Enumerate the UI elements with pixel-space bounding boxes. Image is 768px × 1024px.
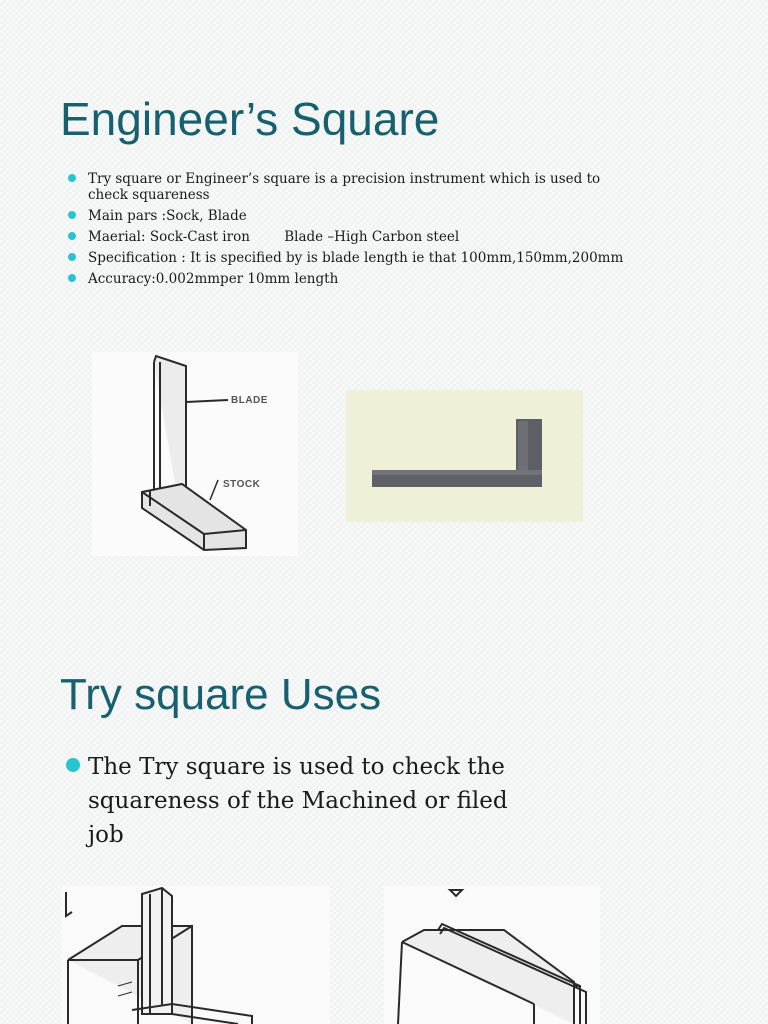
bullet-dot-icon xyxy=(68,274,76,282)
try-square-drawing xyxy=(92,352,298,556)
bullet-list xyxy=(66,750,536,852)
usage-diagram-left xyxy=(62,886,330,1024)
slide-title: Try square Uses xyxy=(60,670,382,719)
bullet-item xyxy=(68,229,628,245)
bullet-list xyxy=(68,171,628,292)
bullet-text: Try square or Engineer’s square is a precision instrument which is used to check squareness xyxy=(88,171,601,203)
try-square-photo xyxy=(346,390,583,522)
bullet-dot-icon xyxy=(68,174,76,182)
bullet-text: Specification : It is specified by is blade length ie that 100mm,150mm,200mm xyxy=(88,250,624,266)
bullet-item xyxy=(68,271,628,287)
bullet-dot-icon xyxy=(66,758,80,772)
bullet-text: Main pars :Sock, Blade xyxy=(88,208,247,224)
bullet-dot-icon xyxy=(68,232,76,240)
try-square-diagram xyxy=(92,352,298,556)
bullet-item xyxy=(66,750,536,852)
bullet-item xyxy=(68,250,628,266)
bullet-dot-icon xyxy=(68,211,76,219)
stock-label: STOCK xyxy=(223,479,261,490)
slide-title: Engineer’s Square xyxy=(60,93,440,145)
blade-label: BLADE xyxy=(231,395,268,406)
bullet-text: Maerial: Sock-Cast iron Blade –High Carbon steel xyxy=(88,229,460,245)
bullet-item xyxy=(68,171,628,203)
usage-drawing-left xyxy=(62,886,330,1024)
bullet-text: The Try square is used to check the squareness of the Machined or filed job xyxy=(88,754,508,848)
usage-drawing-right xyxy=(384,886,600,1024)
bullet-item xyxy=(68,208,628,224)
usage-diagram-right xyxy=(384,886,600,1024)
slide-try-square-uses xyxy=(0,640,768,1024)
try-square-photo-drawing xyxy=(346,390,583,522)
bullet-text: Accuracy:0.002mmper 10mm length xyxy=(88,271,339,287)
bullet-dot-icon xyxy=(68,253,76,261)
